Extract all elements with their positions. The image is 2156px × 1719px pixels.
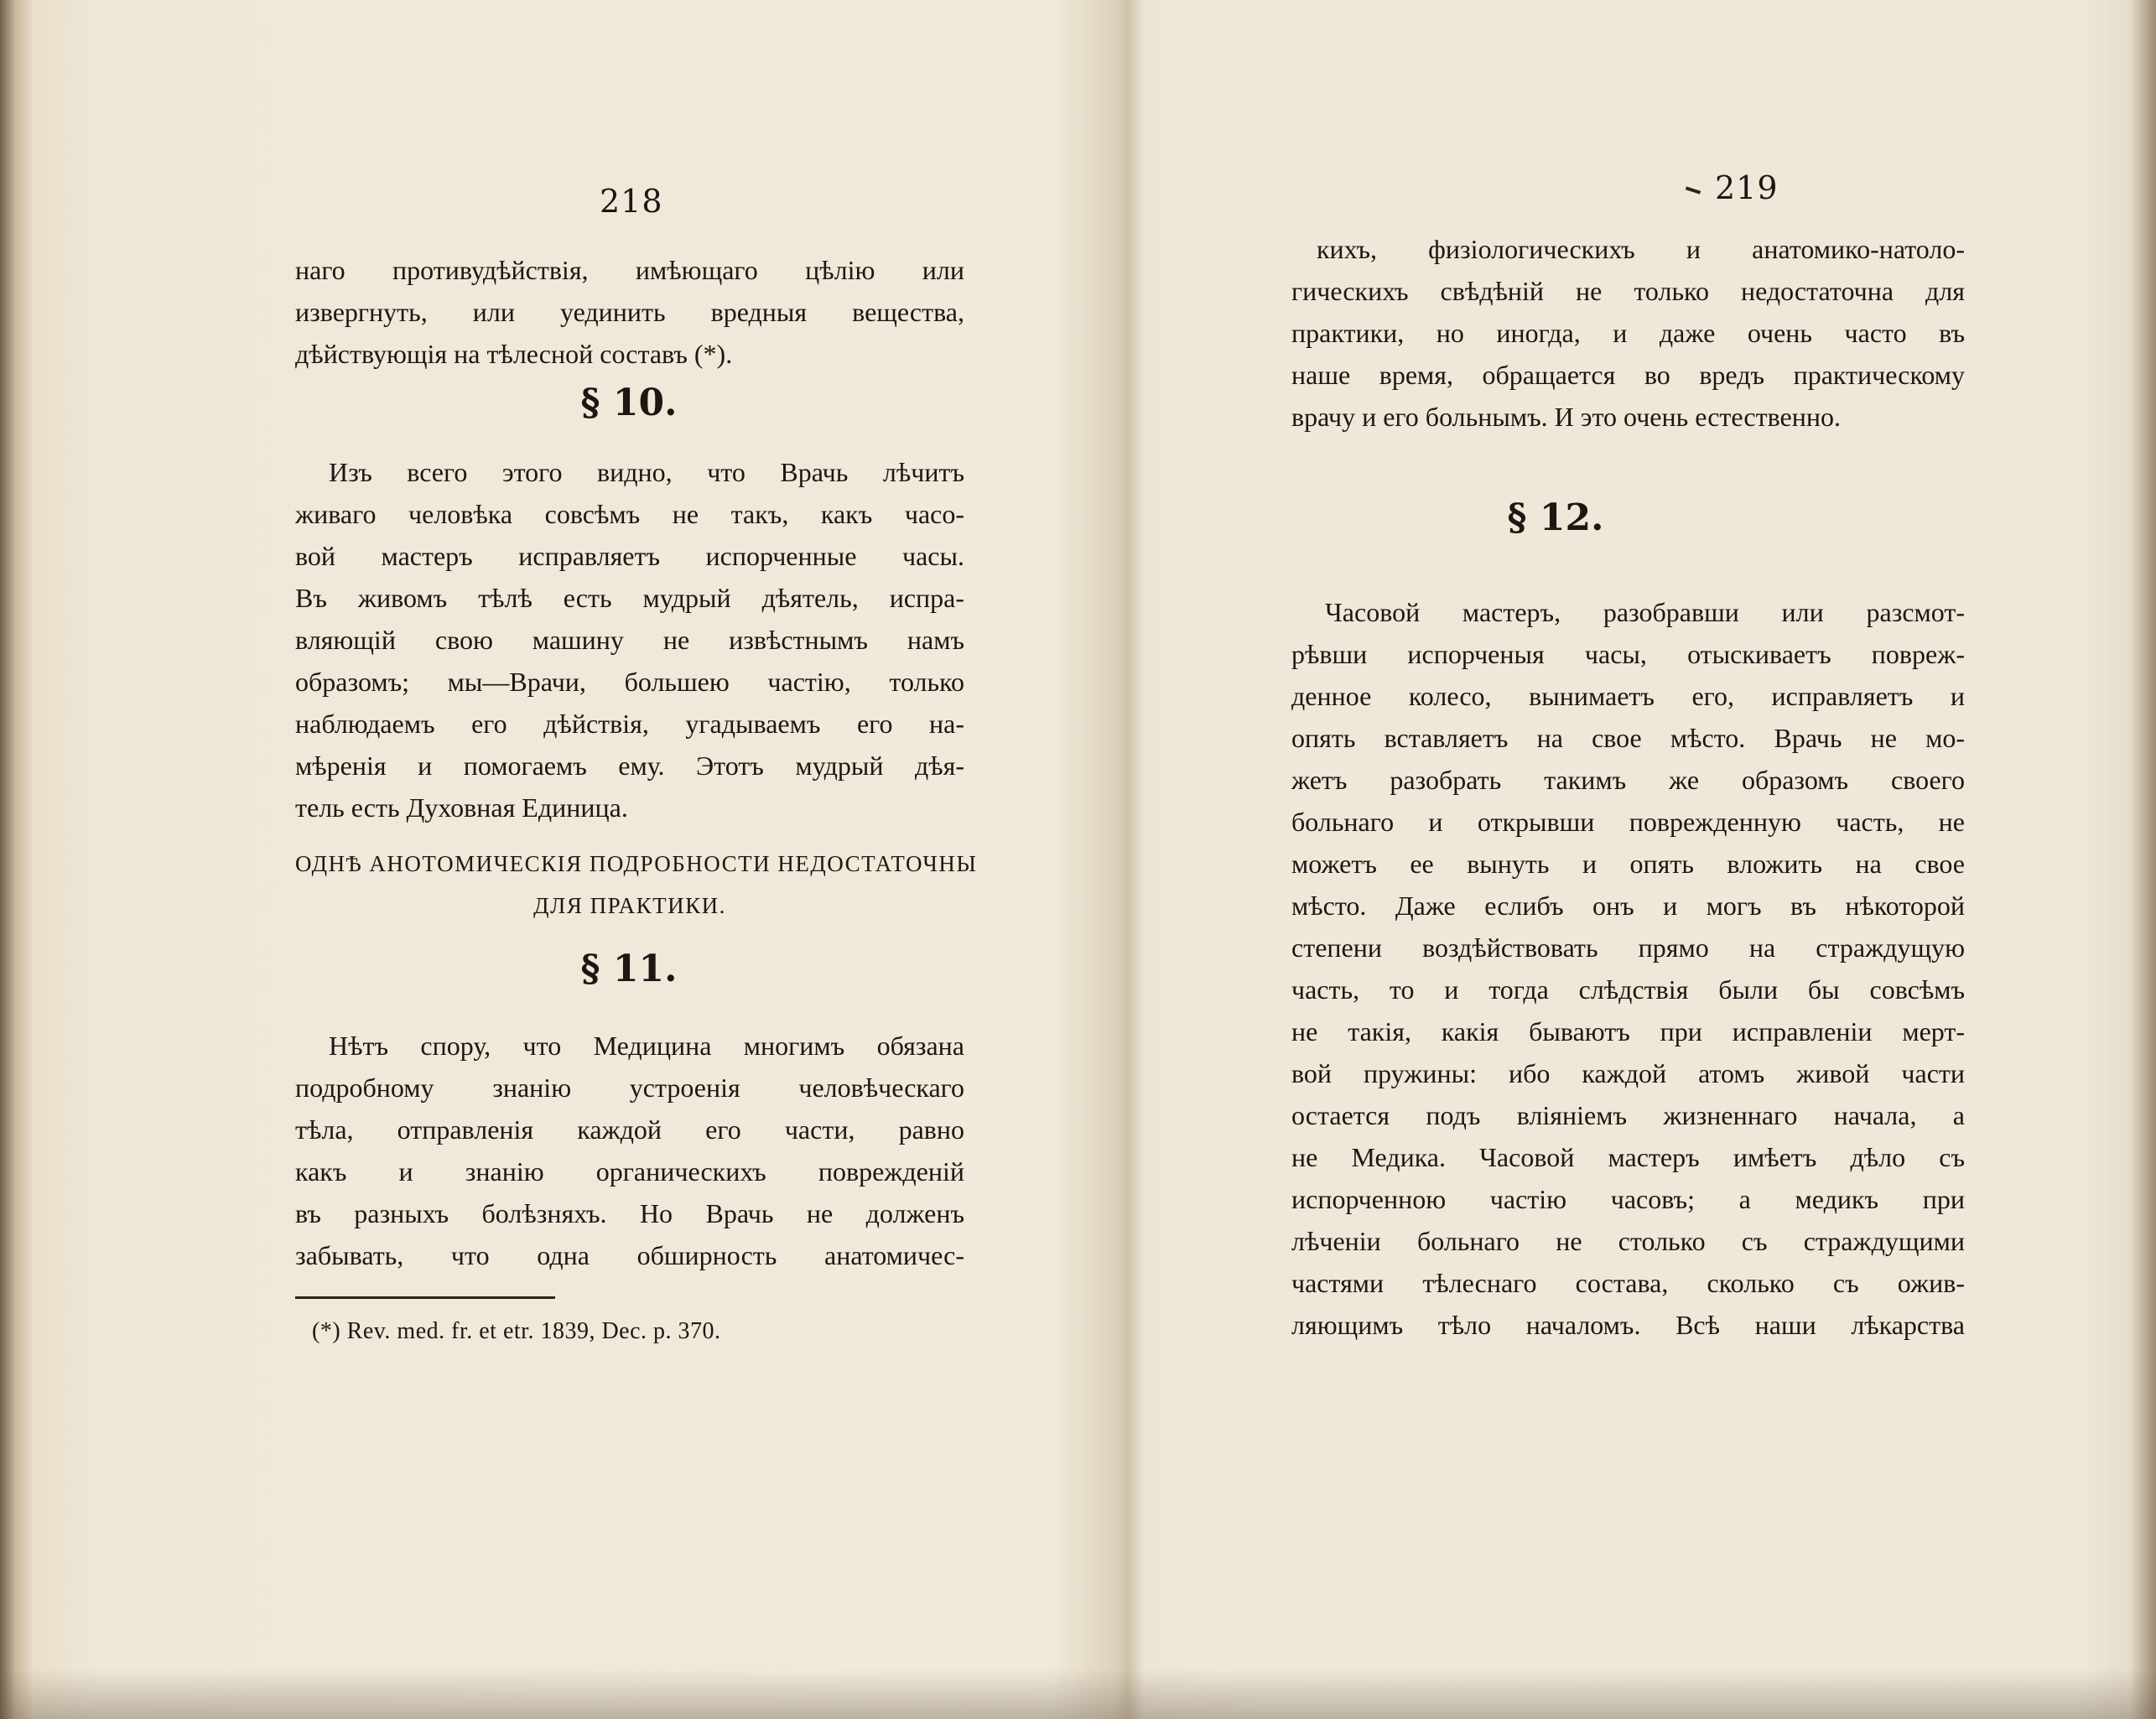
section-paragraph — [1291, 591, 1965, 1346]
text-line: частями тѣлеснаго состава, сколько съ ожив- — [1291, 1268, 1965, 1298]
text-line: практики, но иногда, и даже очень часто въ — [1291, 318, 1965, 348]
text-line: мѣсто. Даже еслибъ онъ и могъ въ нѣкоторой — [1291, 891, 1965, 921]
section-title: § 10. — [580, 382, 678, 424]
section-title: § 12. — [1507, 496, 1604, 539]
text-line: часть, то и тогда слѣдствія были бы совсѣмъ — [1291, 974, 1965, 1005]
text-line: извергнуть, или уединить вредныя вещества, — [295, 297, 964, 327]
intro-paragraph — [1291, 228, 1965, 438]
text-line: лѣченіи больнаго не столько съ страждущими — [1291, 1226, 1965, 1256]
text-line: какъ и знанію органическихъ поврежденій — [295, 1156, 964, 1187]
text-line: жетъ разобрать такимъ же образомъ своего — [1291, 765, 1965, 795]
text-line: вой пружины: ибо каждой атомъ живой части — [1291, 1058, 1965, 1088]
page-number: 218 — [600, 183, 663, 220]
text-line: Изъ всего этого видно, что Врачь лѣчитъ — [329, 457, 964, 487]
text-line: въ разныхъ болѣзняхъ. Но Врачь не долженъ — [295, 1198, 964, 1228]
text-line: денное колесо, вынимаетъ его, исправляетъ и — [1291, 681, 1965, 711]
text-line: дѣйствующія на тѣлесной составъ (*). — [295, 339, 733, 369]
text-line: Часовой мастеръ, разобравши или разсмот- — [1325, 597, 1965, 627]
text-line: живаго человѣка совсѣмъ не такъ, какъ часо- — [295, 499, 964, 529]
text-line: наше время, обращается во вредъ практическому — [1291, 360, 1965, 390]
text-line: тѣла, отправленія каждой его части, равно — [295, 1114, 964, 1145]
text-line: образомъ; мы—Врачи, большею частію, только — [295, 667, 964, 697]
text-line: кихъ, физіологическихъ и анатомико-натоло- — [1317, 234, 1965, 264]
text-line: Въ живомъ тѣлѣ есть мудрый дѣятель, испра- — [295, 583, 964, 613]
text-line: забывать, что одна обширность анатомичес- — [295, 1240, 964, 1270]
text-line: мѣренія и помогаемъ ему. Этотъ мудрый дѣя- — [295, 750, 964, 781]
text-line: рѣвши испорченыя часы, отыскиваетъ повреж- — [1291, 639, 1965, 669]
text-line: испорченною частію часовъ; а медикъ при — [1291, 1184, 1965, 1214]
page-number: 219 — [1715, 169, 1779, 206]
text-line: гическихъ свѣдѣній не только недостаточна для — [1291, 276, 1965, 306]
text-line: ляющимъ тѣло началомъ. Всѣ наши лѣкарства — [1291, 1310, 1965, 1340]
section-title: § 11. — [580, 948, 678, 990]
text-line: вой мастеръ исправляетъ испорченные часы. — [295, 541, 964, 571]
text-line: вляющій свою машину не извѣстнымъ намъ — [295, 625, 964, 655]
text-line: наго противудѣйствія, имѣющаго цѣлію или — [295, 255, 964, 285]
text-line: подробному знанію устроенія человѣческаго — [295, 1072, 964, 1103]
text-line: тель есть Духовная Единица. — [295, 792, 628, 823]
right-page — [1128, 0, 2156, 1719]
footnote-rule — [295, 1296, 555, 1299]
subheading: ДЛЯ ПРАКТИКИ. — [533, 893, 726, 918]
text-line: Нѣтъ спору, что Медицина многимъ обязана — [329, 1031, 964, 1061]
text-line: опять вставляетъ на свое мѣсто. Врачь не мо- — [1291, 723, 1965, 753]
footnote: (*) Rev. med. fr. et etr. 1839, Dec. p. 370. — [312, 1318, 721, 1344]
text-line: больнаго и открывши поврежденную часть, не — [1291, 807, 1965, 837]
text-line: остается подъ вліяніемъ жизненнаго начала, а — [1291, 1100, 1965, 1130]
intro-paragraph — [295, 249, 964, 375]
text-line: не такія, какія бываютъ при исправленіи мерт- — [1291, 1016, 1965, 1046]
text-line: наблюдаемъ его дѣйствія, угадываемъ его на- — [295, 709, 964, 739]
text-line: можетъ ее вынуть и опять вложить на свое — [1291, 849, 1965, 879]
section-paragraph — [295, 1025, 964, 1276]
dash-mark — [1686, 186, 1701, 194]
subheading: ОДНѢ АНОТОМИЧЕСКІЯ ПОДРОБНОСТИ НЕДОСТАТОЧНЫ — [295, 851, 978, 876]
text-line: не Медика. Часовой мастеръ имѣетъ дѣло съ — [1291, 1142, 1965, 1172]
text-line: врачу и его больнымъ. И это очень естественно. — [1291, 402, 1841, 432]
text-line: степени воздѣйствовать прямо на страждущую — [1291, 932, 1965, 963]
section-paragraph — [295, 451, 964, 828]
